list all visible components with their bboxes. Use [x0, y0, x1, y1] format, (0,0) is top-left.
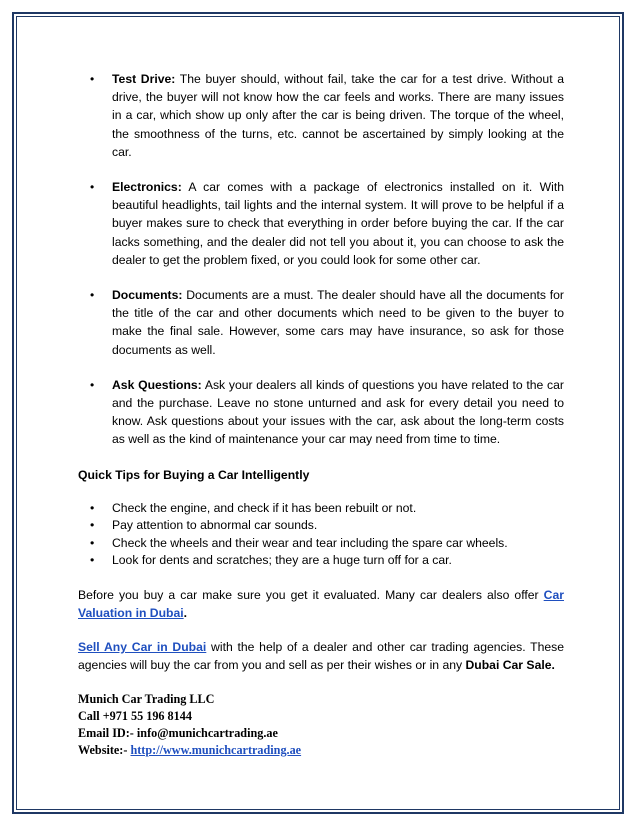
company-name: Munich Car Trading LLC	[78, 691, 215, 706]
website-label: Website:-	[78, 742, 131, 757]
website-link[interactable]: http://www.munichcartrading.ae	[130, 742, 302, 757]
contact-block	[78, 691, 564, 759]
phone-number: Call +971 55 196 8144	[78, 708, 192, 723]
item-term: Test Drive:	[112, 72, 176, 86]
item-text: A car comes with a package of electronics installed on it. With beautiful headlights, tail lights and the internal system. It will prove to be helpful if a buyer makes sure to check that everything in order before buying the car. If the car lacks something, and the dealer did not tell you about it, you can choose to ask the dealer to get the problem fixed, or you could look for some other car.	[112, 180, 564, 267]
tip-text: Look for dents and scratches; they are a huge turn off for a car.	[112, 553, 452, 568]
item-term: Documents:	[112, 288, 183, 303]
list-item	[78, 286, 564, 359]
dubai-car-sale-text: Dubai Car Sale	[465, 658, 552, 673]
bullet-icon: •	[90, 377, 95, 392]
bullet-icon: •	[90, 553, 95, 568]
tip-text: Check the engine, and check if it has been rebuilt or not.	[112, 500, 417, 515]
list-item	[78, 376, 564, 449]
paragraph-text: Before you buy a car make sure you get it evaluated. Many car dealers also offer	[78, 587, 544, 602]
bullet-icon: •	[90, 535, 95, 550]
paragraph-end: .	[183, 606, 188, 621]
car-buying-checklist	[78, 70, 564, 449]
paragraph-text: with the help of a dealer and other car trading agencies. These agencies will buy the car from you and sell as per their wishes or in any	[78, 640, 564, 673]
sell-any-car-link[interactable]: Sell Any Car in Dubai	[78, 640, 207, 655]
tip-item	[78, 552, 564, 570]
tip-text: Check the wheels and their wear and tear including the spare car wheels.	[112, 535, 508, 550]
bullet-icon: •	[90, 180, 95, 195]
website-line	[78, 742, 564, 759]
sell-paragraph	[78, 638, 564, 674]
list-item	[78, 178, 564, 269]
tip-item	[78, 500, 564, 518]
tip-item	[78, 535, 564, 553]
bullet-icon: •	[90, 500, 95, 515]
email-address: Email ID:- info@munichcartrading.ae	[78, 725, 278, 740]
valuation-paragraph	[78, 586, 564, 622]
tip-text: Pay attention to abnormal car sounds.	[112, 518, 318, 533]
paragraph-end: .	[551, 658, 555, 673]
list-item	[78, 70, 564, 161]
tip-item	[78, 517, 564, 535]
bullet-icon: •	[90, 288, 95, 303]
bullet-icon: •	[90, 72, 95, 86]
item-term: Ask Questions:	[112, 377, 202, 392]
section-heading: Quick Tips for Buying a Car Intelligently	[78, 467, 310, 482]
bullet-icon: •	[90, 518, 95, 533]
item-term: Electronics:	[112, 180, 182, 195]
item-text: Documents are a must. The dealer should have all the documents for the title of the car and other documents which need to be given to the buyer to make the final sale. However, some cars may have insurance, so ask for those documents as well.	[112, 288, 564, 357]
document-body	[78, 70, 564, 759]
quick-tips-list	[78, 500, 564, 570]
car-valuation-link[interactable]: Car Valuation in Dubai	[78, 587, 564, 621]
item-text: The buyer should, without fail, take the car for a test drive. Without a drive, the buyer will not know how the car feels and works. There are many issues in a car, which show up only after the car is being driven. The torque of the wheel, the smoothness of the turns, etc. cannot be ascertained by simply looking at the car.	[112, 72, 565, 159]
item-text: Ask your dealers all kinds of questions you have related to the car and the purchase. Leave no stone unturned and ask for every detail you need to know. Ask questions about your issues with the car, ask about the long-term costs as well as the kind of maintenance your car may need from time to time.	[112, 377, 564, 447]
